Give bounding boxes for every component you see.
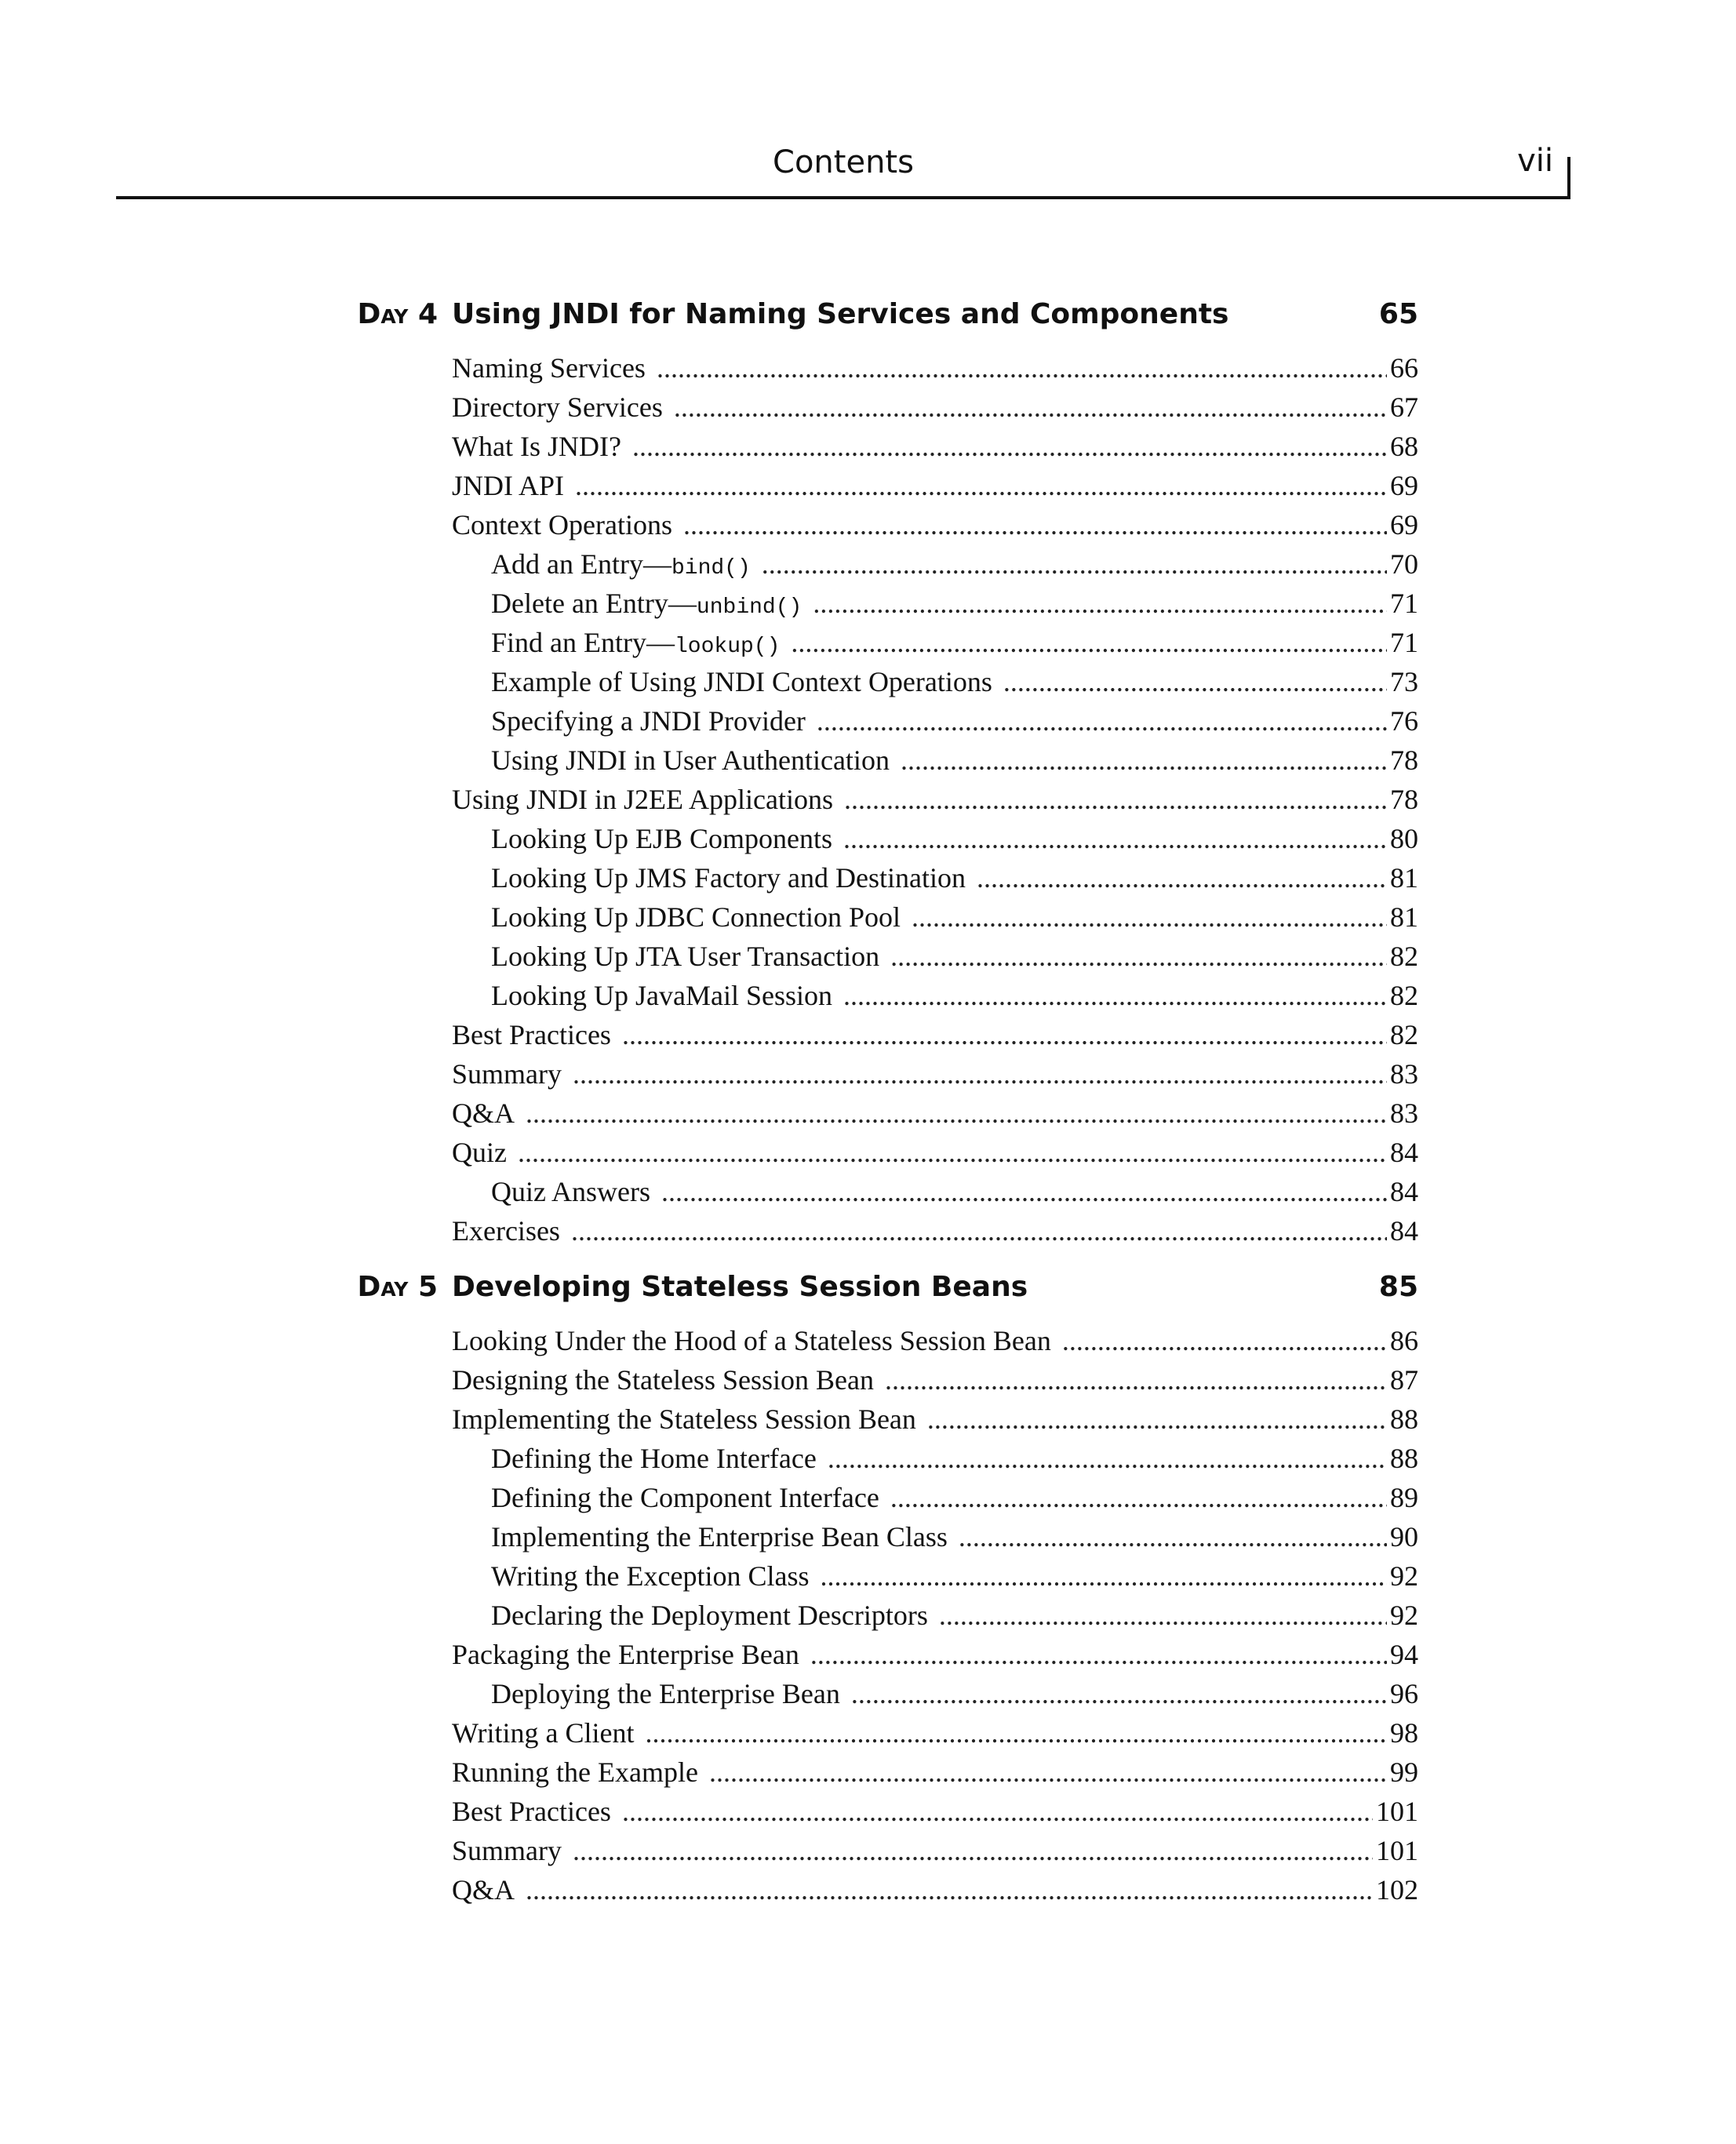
toc-subentry [452, 1442, 1418, 1481]
toc-entry-code: bind() [671, 556, 751, 581]
toc-entry-page-number: 83 [1390, 1058, 1418, 1090]
toc-entry-page-number: 70 [1390, 548, 1418, 580]
toc-entry-page-number: 101 [1376, 1835, 1418, 1866]
toc-entry-code: lookup() [674, 635, 781, 659]
toc-entry-page-number: 82 [1390, 1019, 1418, 1050]
table-of-contents [351, 298, 1418, 1930]
toc-entry [452, 1324, 1418, 1363]
toc-entry-page-number: 88 [1390, 1403, 1418, 1435]
toc-entry-page-number: 78 [1390, 784, 1418, 815]
header-title: Contents [773, 144, 914, 180]
dot-leader [844, 783, 1387, 816]
dot-leader [843, 979, 1387, 1012]
toc-entry-page-number: 83 [1390, 1097, 1418, 1129]
toc-subentry [452, 1599, 1418, 1638]
dot-leader [1062, 1324, 1387, 1357]
dot-leader [810, 1638, 1387, 1671]
toc-entry-text: What Is JNDI? [452, 431, 621, 462]
header-page-number: vii [1517, 143, 1553, 179]
toc-entry-page-number: 76 [1390, 705, 1418, 737]
toc-entry-page-number: 88 [1390, 1443, 1418, 1474]
dot-leader [622, 1018, 1387, 1051]
dot-leader [843, 822, 1387, 855]
toc-entry-title [491, 744, 890, 777]
toc-entry-text: Implementing the Enterprise Bean Class [491, 1521, 948, 1552]
toc-entry-page-number: 84 [1390, 1215, 1418, 1247]
toc-entry-title [452, 783, 833, 816]
dot-leader [526, 1873, 1373, 1906]
toc-entry [452, 1716, 1418, 1756]
day-label: Day 4 [357, 298, 438, 330]
toc-entry-text: Exercises [452, 1215, 560, 1247]
toc-entry-text: Implementing the Stateless Session Bean [452, 1403, 916, 1435]
header-corner-rule [1567, 157, 1570, 199]
toc-entry-title [491, 626, 780, 659]
toc-entry [452, 1363, 1418, 1403]
toc-entry-title [452, 1716, 635, 1749]
toc-subentry [452, 548, 1418, 587]
dot-leader [762, 548, 1387, 581]
dot-leader [890, 940, 1387, 973]
toc-entry-title [491, 861, 966, 894]
toc-subentry [452, 1520, 1418, 1560]
toc-entry-text: Writing the Exception Class [491, 1560, 810, 1592]
toc-entry-page-number: 73 [1390, 666, 1418, 697]
toc-entry-page-number: 69 [1390, 470, 1418, 501]
toc-entry-text: Looking Under the Hood of a Stateless Session Bean [452, 1325, 1051, 1356]
toc-entry [452, 469, 1418, 508]
toc-entry-title [491, 940, 879, 973]
toc-entry-text: Running the Example [452, 1756, 698, 1788]
day-title: Using JNDI for Naming Services and Components [452, 298, 1229, 330]
toc-entry-title [452, 469, 564, 502]
toc-entry-page-number: 71 [1390, 588, 1418, 619]
toc-entry-page-number: 69 [1390, 509, 1418, 541]
day-heading [351, 298, 1418, 345]
dot-leader [573, 1834, 1373, 1867]
toc-entry-title [491, 587, 802, 620]
toc-entry-text: Using JNDI in User Authentication [491, 744, 890, 776]
dot-leader [791, 626, 1387, 659]
toc-entry-page-number: 101 [1376, 1796, 1418, 1827]
toc-entry [452, 1756, 1418, 1795]
toc-entry-text: Naming Services [452, 352, 646, 384]
dot-leader [657, 351, 1387, 384]
toc-entry-title [452, 1756, 698, 1789]
dot-leader [890, 1481, 1387, 1514]
toc-subentry [452, 587, 1418, 626]
toc-entry-text: Directory Services [452, 391, 663, 423]
dot-leader [674, 391, 1387, 424]
toc-entry-text: Find an Entry— [491, 627, 675, 658]
toc-entry-title [491, 1481, 879, 1514]
dot-leader [912, 901, 1387, 934]
dot-leader [820, 1560, 1387, 1593]
toc-subentry [452, 940, 1418, 979]
toc-entry-page-number: 67 [1390, 391, 1418, 423]
toc-entry-text: JNDI API [452, 470, 565, 501]
toc-entry-page-number: 68 [1390, 431, 1418, 462]
toc-entry-title [452, 1363, 874, 1396]
toc-entry-title [491, 979, 832, 1012]
toc-entry [452, 783, 1418, 822]
toc-entry-title [491, 822, 832, 855]
dot-leader [959, 1520, 1387, 1553]
day-page-number: 65 [1378, 298, 1418, 330]
toc-entry-text: Writing a Client [452, 1717, 635, 1749]
day-title: Developing Stateless Session Beans [452, 1271, 1028, 1303]
toc-subentry [452, 665, 1418, 704]
toc-subentry [452, 744, 1418, 783]
toc-entry-text: Declaring the Deployment Descriptors [491, 1600, 928, 1631]
toc-entry-title [491, 901, 901, 934]
toc-entry [452, 430, 1418, 469]
toc-entry-page-number: 92 [1390, 1560, 1418, 1592]
toc-entry-page-number: 92 [1390, 1600, 1418, 1631]
toc-entry-text: Add an Entry— [491, 548, 671, 580]
dot-leader [661, 1175, 1387, 1208]
dot-leader [573, 1057, 1387, 1090]
toc-entry [452, 1834, 1418, 1873]
toc-entry-text: Summary [452, 1058, 562, 1090]
toc-entry-page-number: 99 [1390, 1756, 1418, 1788]
toc-entry [452, 1403, 1418, 1442]
toc-entry-title [452, 1057, 562, 1090]
toc-entry-list [452, 1324, 1418, 1913]
toc-entry-text: Looking Up JDBC Connection Pool [491, 901, 901, 933]
toc-entry [452, 1795, 1418, 1834]
toc-entry-text: Quiz [452, 1137, 507, 1168]
toc-subentry [452, 704, 1418, 744]
toc-entry-text: Best Practices [452, 1796, 611, 1827]
toc-entry-title [491, 1442, 817, 1475]
toc-entry-list [452, 351, 1418, 1254]
toc-entry-title [452, 351, 646, 384]
toc-entry-title [452, 1324, 1051, 1357]
toc-entry [452, 391, 1418, 430]
toc-subentry [452, 1677, 1418, 1716]
toc-entry-text: Looking Up EJB Components [491, 823, 833, 854]
toc-entry-page-number: 81 [1390, 901, 1418, 933]
toc-entry-title [452, 1403, 916, 1436]
dot-leader [709, 1756, 1387, 1789]
toc-entry [452, 1097, 1418, 1136]
toc-entry-text: Deploying the Enterprise Bean [491, 1678, 840, 1709]
toc-entry-page-number: 90 [1390, 1521, 1418, 1552]
day-label: Day 5 [357, 1271, 438, 1303]
toc-entry-title [491, 1520, 948, 1553]
toc-entry-page-number: 82 [1390, 941, 1418, 972]
toc-entry-title [452, 1097, 515, 1130]
dot-leader [901, 744, 1387, 777]
dot-leader [571, 1214, 1387, 1247]
toc-entry-text: Defining the Home Interface [491, 1443, 817, 1474]
toc-entry-page-number: 89 [1390, 1482, 1418, 1513]
toc-entry-title [452, 1638, 799, 1671]
toc-entry [452, 1873, 1418, 1913]
toc-entry-title [491, 1677, 840, 1710]
day-page-number: 85 [1378, 1271, 1418, 1303]
toc-entry-text: Specifying a JNDI Provider [491, 705, 806, 737]
toc-entry-text: Looking Up JavaMail Session [491, 980, 832, 1011]
toc-subentry [452, 1175, 1418, 1214]
toc-entry-page-number: 78 [1390, 744, 1418, 776]
toc-entry [452, 508, 1418, 548]
toc-entry-title [452, 430, 621, 463]
toc-entry-title [491, 665, 992, 698]
toc-entry-text: Summary [452, 1835, 562, 1866]
toc-entry-title [491, 548, 751, 581]
toc-entry-page-number: 82 [1390, 980, 1418, 1011]
dot-leader [632, 430, 1387, 463]
toc-entry-title [452, 1136, 507, 1169]
toc-entry-page-number: 81 [1390, 862, 1418, 894]
toc-entry-text: Delete an Entry— [491, 588, 697, 619]
dot-leader [927, 1403, 1387, 1436]
dot-leader [622, 1795, 1373, 1828]
toc-entry [452, 1018, 1418, 1057]
dot-leader [646, 1716, 1387, 1749]
dot-leader [518, 1136, 1387, 1169]
toc-entry-page-number: 102 [1376, 1874, 1418, 1906]
toc-entry-text: Quiz Answers [491, 1176, 650, 1207]
toc-entry-code: unbind() [696, 595, 802, 620]
toc-entry-text: Looking Up JMS Factory and Destination [491, 862, 966, 894]
dot-leader [817, 704, 1387, 737]
toc-entry-page-number: 80 [1390, 823, 1418, 854]
toc-entry-text: Best Practices [452, 1019, 611, 1050]
dot-leader [851, 1677, 1387, 1710]
toc-entry-title [452, 1834, 562, 1867]
toc-entry-text: Q&A [452, 1097, 515, 1129]
toc-entry-page-number: 66 [1390, 352, 1418, 384]
dot-leader [977, 861, 1387, 894]
toc-entry [452, 1638, 1418, 1677]
toc-entry-title [491, 1599, 928, 1632]
toc-entry [452, 1136, 1418, 1175]
toc-entry [452, 1057, 1418, 1097]
dot-leader [1003, 665, 1387, 698]
day-heading [351, 1271, 1418, 1318]
toc-entry-title [452, 1795, 611, 1828]
toc-entry [452, 351, 1418, 391]
toc-subentry [452, 822, 1418, 861]
toc-entry-title [452, 1873, 515, 1906]
dot-leader [813, 587, 1387, 620]
toc-subentry [452, 626, 1418, 665]
toc-entry-text: Q&A [452, 1874, 515, 1906]
dot-leader [683, 508, 1387, 541]
dot-leader [575, 469, 1387, 502]
toc-entry-text: Example of Using JNDI Context Operations [491, 666, 992, 697]
toc-entry-text: Looking Up JTA User Transaction [491, 941, 880, 972]
toc-entry-page-number: 84 [1390, 1137, 1418, 1168]
toc-entry-page-number: 71 [1390, 627, 1418, 658]
toc-entry-page-number: 94 [1390, 1639, 1418, 1670]
toc-entry-title [452, 508, 672, 541]
toc-entry-title [491, 1560, 809, 1593]
toc-subentry [452, 1560, 1418, 1599]
toc-entry-page-number: 84 [1390, 1176, 1418, 1207]
toc-entry-title [452, 1018, 611, 1051]
toc-entry-title [452, 1214, 560, 1247]
dot-leader [885, 1363, 1387, 1396]
toc-entry-text: Defining the Component Interface [491, 1482, 879, 1513]
toc-entry-title [491, 1175, 650, 1208]
running-header [116, 126, 1570, 199]
toc-subentry [452, 901, 1418, 940]
toc-entry-text: Packaging the Enterprise Bean [452, 1639, 799, 1670]
toc-entry [452, 1214, 1418, 1254]
toc-entry-page-number: 98 [1390, 1717, 1418, 1749]
toc-subentry [452, 1481, 1418, 1520]
toc-entry-title [452, 391, 663, 424]
toc-entry-title [491, 704, 806, 737]
toc-subentry [452, 861, 1418, 901]
toc-entry-page-number: 96 [1390, 1678, 1418, 1709]
toc-subentry [452, 979, 1418, 1018]
toc-entry-text: Context Operations [452, 509, 672, 541]
dot-leader [828, 1442, 1387, 1475]
dot-leader [526, 1097, 1387, 1130]
toc-entry-text: Designing the Stateless Session Bean [452, 1364, 874, 1396]
dot-leader [939, 1599, 1387, 1632]
toc-entry-page-number: 87 [1390, 1364, 1418, 1396]
toc-entry-text: Using JNDI in J2EE Applications [452, 784, 833, 815]
toc-entry-page-number: 86 [1390, 1325, 1418, 1356]
